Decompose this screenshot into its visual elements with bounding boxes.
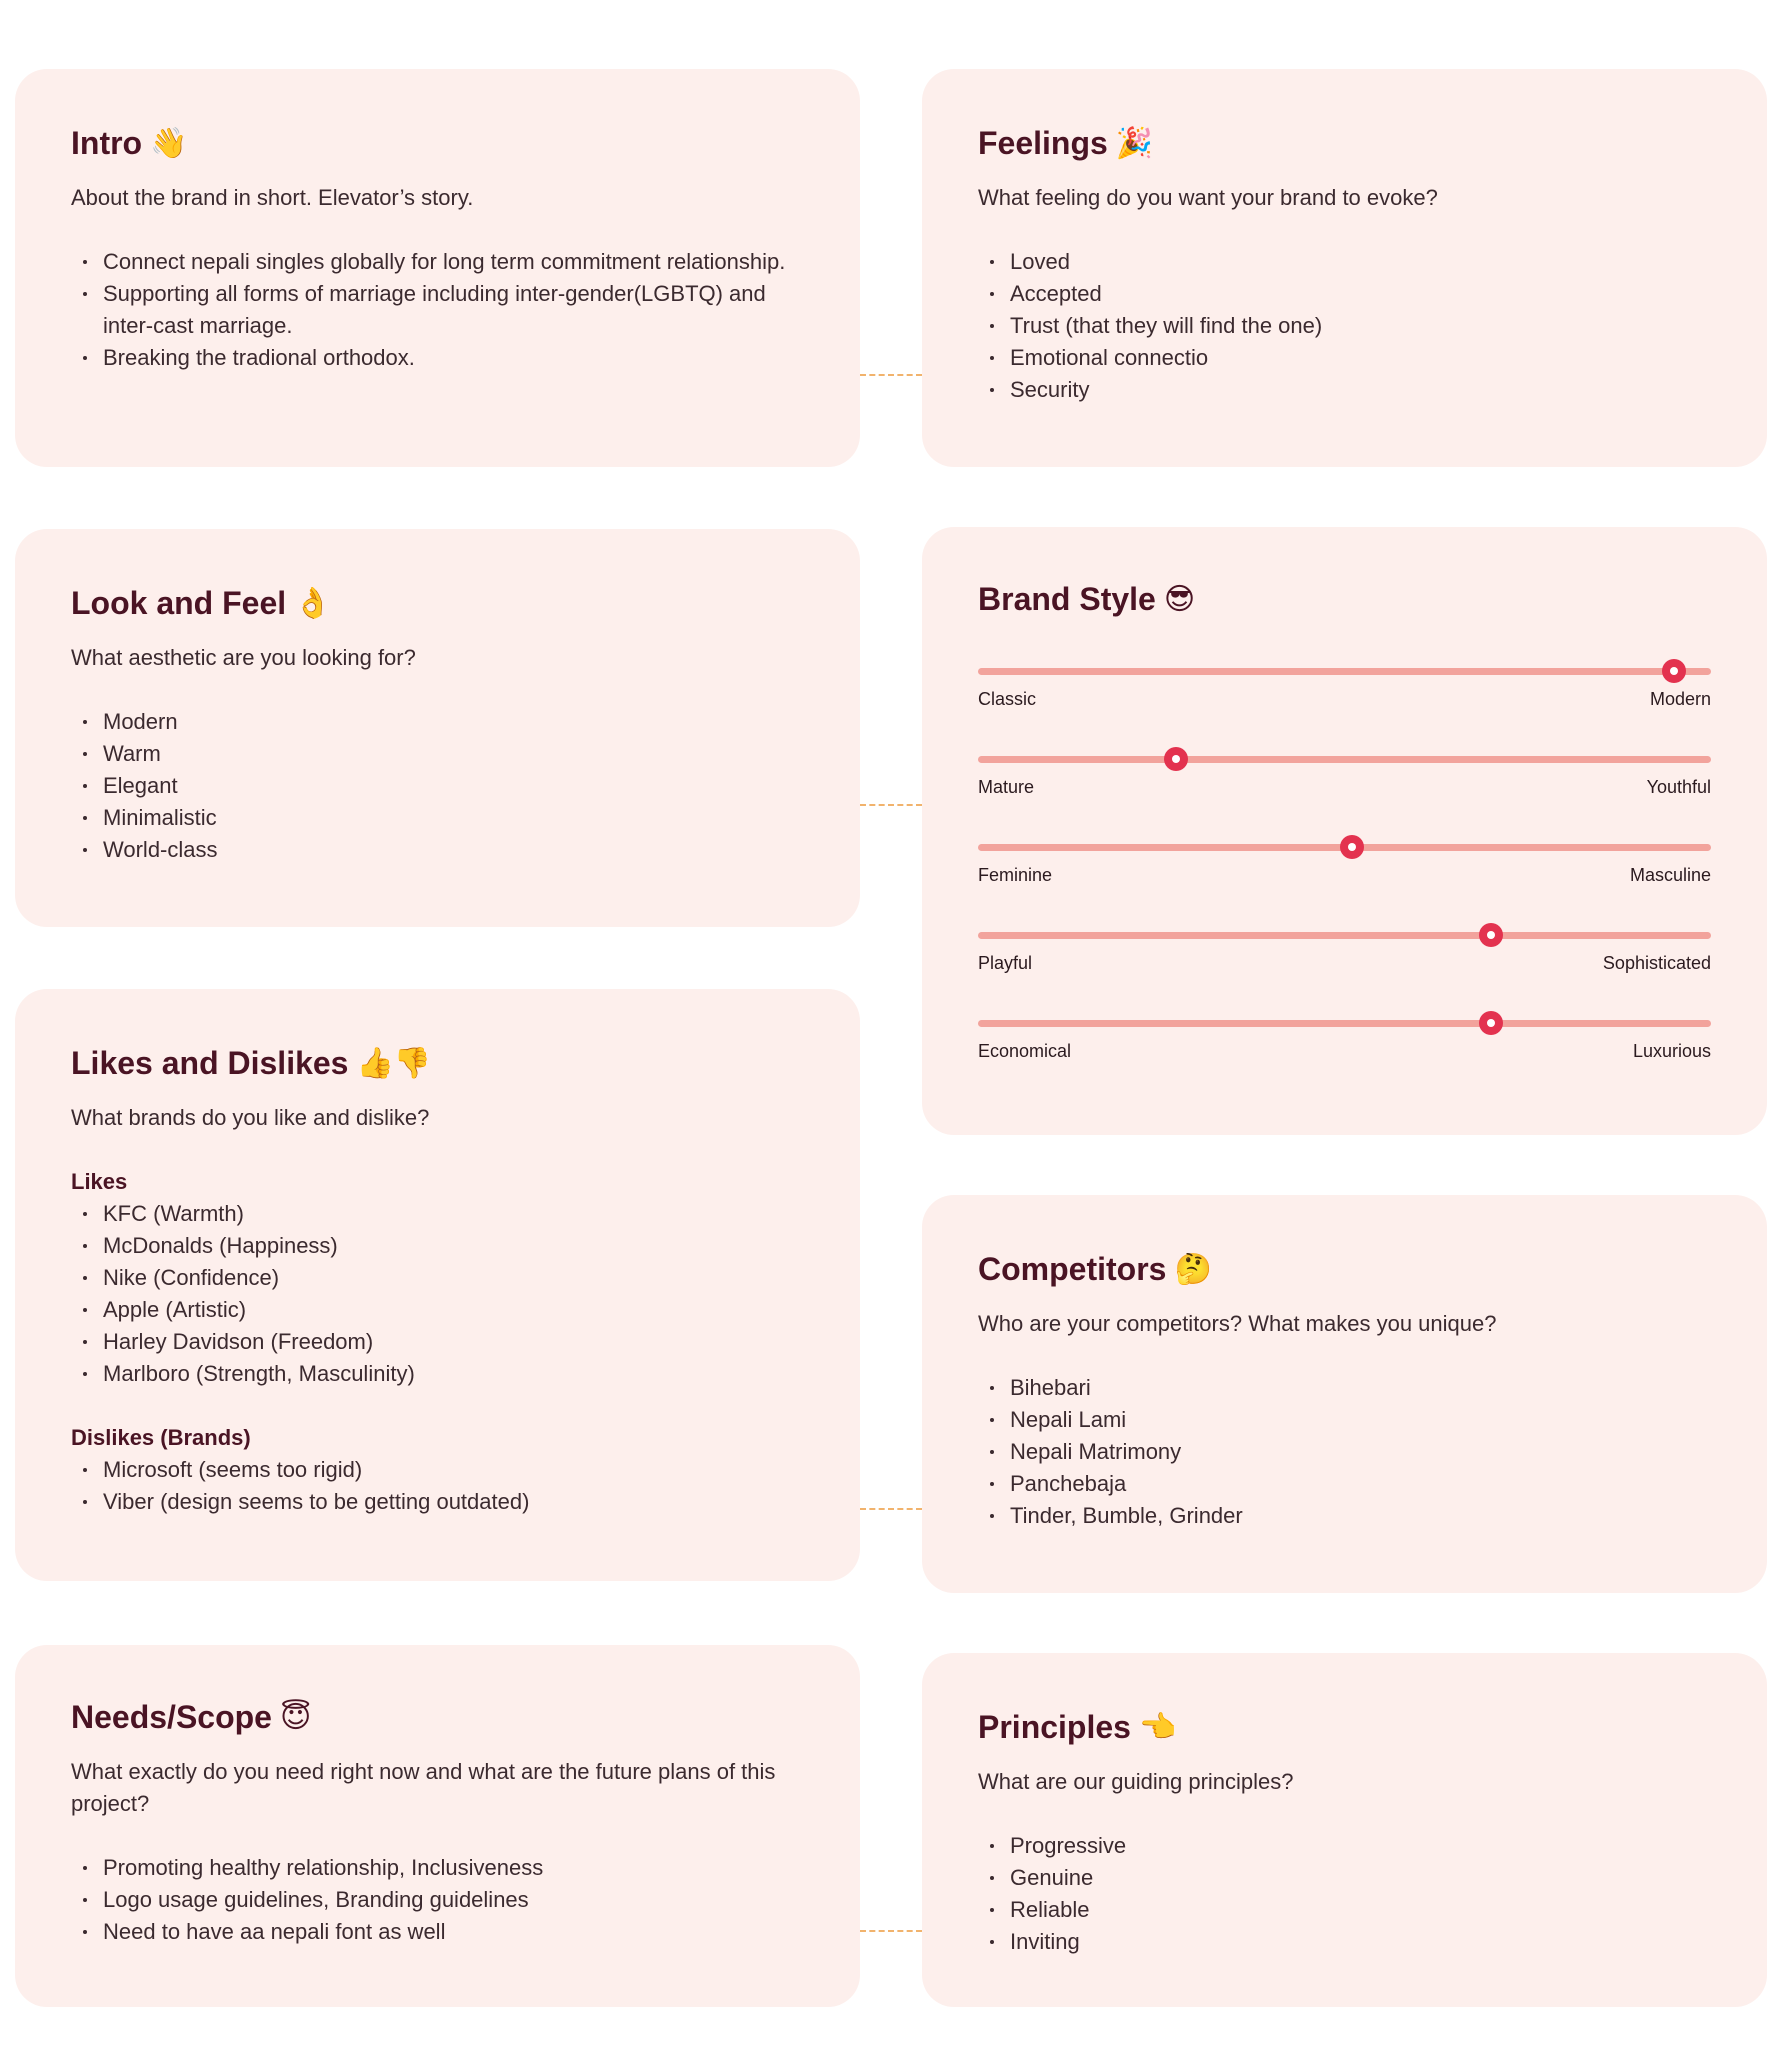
sunglasses-face-icon: 😎 [1163, 582, 1196, 617]
connector-intro-feelings [860, 374, 922, 376]
intro-title: Intro 👋 [71, 125, 188, 161]
feelings-subtitle: What feeling do you want your brand to evoke? [978, 185, 1438, 210]
needs-scope-subtitle: What exactly do you need right now and what are the future plans of this project? [71, 1759, 776, 1816]
slider-knob[interactable] [1662, 659, 1686, 683]
list-item: Nepali Matrimony [1010, 1436, 1711, 1468]
slider-right-label: Luxurious [1632, 1041, 1711, 1061]
slider-knob[interactable] [1340, 835, 1364, 859]
halo-face-icon: 😇 [279, 1700, 312, 1735]
slider-group [978, 658, 1711, 1098]
intro-list [71, 246, 804, 374]
list-item: Supporting all forms of marriage including inter-gender(LGBTQ) and inter-cast marriage. [103, 278, 804, 342]
feelings-list [978, 246, 1711, 406]
list-item: Security [1010, 374, 1711, 406]
needs-scope-card [15, 1645, 860, 2007]
list-item: Genuine [1010, 1862, 1711, 1894]
list-item: Panchebaja [1010, 1468, 1711, 1500]
brand-style-card [922, 527, 1767, 1135]
waving-hand-icon: 👋 [150, 126, 188, 161]
look-and-feel-title: Look and Feel 👌 [71, 585, 332, 621]
list-item: Progressive [1010, 1830, 1711, 1862]
connector-likes-competitors [860, 1508, 922, 1510]
brand-style-title: Brand Style 😎 [978, 581, 1196, 617]
thinking-face-icon: 🤔 [1174, 1252, 1212, 1287]
list-item: Marlboro (Strength, Masculinity) [103, 1358, 804, 1390]
list-item: Promoting healthy relationship, Inclusiveness [103, 1852, 804, 1884]
likes-dislikes-title: Likes and Dislikes 👍👎 [71, 1045, 432, 1081]
principles-list [978, 1830, 1711, 1958]
list-item: Emotional connectio [1010, 342, 1711, 374]
feelings-title: Feelings 🎉 [978, 125, 1154, 161]
ok-hand-icon: 👌 [294, 586, 332, 621]
slider-track [978, 932, 1711, 939]
slider-classic-modern[interactable] [978, 658, 1711, 746]
list-item: Viber (design seems to be getting outdated) [103, 1486, 804, 1518]
list-item: Accepted [1010, 278, 1711, 310]
needs-scope-title: Needs/Scope 😇 [71, 1699, 312, 1735]
slider-economical-luxurious[interactable] [978, 1010, 1711, 1098]
list-item: Inviting [1010, 1926, 1711, 1958]
list-item: McDonalds (Happiness) [103, 1230, 804, 1262]
dislikes-label: Dislikes (Brands) [71, 1425, 251, 1450]
slider-left-label: Classic [978, 689, 1037, 709]
list-item: Bihebari [1010, 1372, 1711, 1404]
slider-track [978, 756, 1711, 763]
competitors-subtitle: Who are your competitors? What makes you unique? [978, 1311, 1497, 1336]
pointing-hand-icon: 👈 [1138, 1710, 1177, 1745]
look-and-feel-subtitle: What aesthetic are you looking for? [71, 645, 416, 670]
competitors-card [922, 1195, 1767, 1593]
likes-dislikes-subtitle: What brands do you like and dislike? [71, 1105, 430, 1130]
list-item: Reliable [1010, 1894, 1711, 1926]
slider-left-label: Economical [978, 1041, 1072, 1061]
list-item: Need to have aa nepali font as well [103, 1916, 804, 1948]
principles-title: Principles 👈 [978, 1709, 1177, 1745]
slider-right-label: Modern [1649, 689, 1711, 709]
list-item: Logo usage guidelines, Branding guidelines [103, 1884, 804, 1916]
slider-left-label: Mature [978, 777, 1035, 797]
dislikes-list [71, 1454, 804, 1518]
list-item: Warm [103, 738, 804, 770]
slider-right-label: Masculine [1629, 865, 1711, 885]
list-item: Trust (that they will find the one) [1010, 310, 1711, 342]
intro-subtitle: About the brand in short. Elevator’s story. [71, 185, 474, 210]
list-item: Microsoft (seems too rigid) [103, 1454, 804, 1486]
list-item: Breaking the tradional orthodox. [103, 342, 804, 374]
slider-right-label: Youthful [1646, 777, 1711, 797]
likes-dislikes-card [15, 989, 860, 1581]
slider-knob[interactable] [1164, 747, 1188, 771]
slider-mature-youthful[interactable] [978, 746, 1711, 834]
needs-scope-list [71, 1852, 804, 1948]
list-item: World-class [103, 834, 804, 866]
list-item: KFC (Warmth) [103, 1198, 804, 1230]
list-item: Loved [1010, 246, 1711, 278]
connector-look-brandstyle [860, 804, 922, 806]
slider-left-label: Playful [978, 953, 1033, 973]
principles-subtitle: What are our guiding principles? [978, 1769, 1294, 1794]
thumbs-up-down-icon: 👍👎 [356, 1046, 432, 1081]
slider-track [978, 1020, 1711, 1027]
list-item: Apple (Artistic) [103, 1294, 804, 1326]
principles-card [922, 1653, 1767, 2007]
list-item: Elegant [103, 770, 804, 802]
list-item: Connect nepali singles globally for long term commitment relationship. [103, 246, 804, 278]
slider-playful-sophisticated[interactable] [978, 922, 1711, 1010]
intro-card [15, 69, 860, 467]
slider-feminine-masculine[interactable] [978, 834, 1711, 922]
list-item: Tinder, Bumble, Grinder [1010, 1500, 1711, 1532]
feelings-card [922, 69, 1767, 467]
list-item: Nepali Lami [1010, 1404, 1711, 1436]
list-item: Harley Davidson (Freedom) [103, 1326, 804, 1358]
list-item: Minimalistic [103, 802, 804, 834]
look-and-feel-list [71, 706, 804, 866]
slider-left-label: Feminine [978, 865, 1053, 885]
competitors-title: Competitors 🤔 [978, 1251, 1212, 1287]
list-item: Modern [103, 706, 804, 738]
slider-track [978, 668, 1711, 675]
competitors-list [978, 1372, 1711, 1532]
slider-right-label: Sophisticated [1602, 953, 1711, 973]
connector-needs-principles [860, 1930, 922, 1932]
slider-knob[interactable] [1479, 1011, 1503, 1035]
slider-knob[interactable] [1479, 923, 1503, 947]
party-popper-icon: 🎉 [1115, 126, 1154, 161]
likes-list [71, 1198, 804, 1390]
list-item: Nike (Confidence) [103, 1262, 804, 1294]
likes-label: Likes [71, 1169, 128, 1194]
look-and-feel-card [15, 529, 860, 927]
